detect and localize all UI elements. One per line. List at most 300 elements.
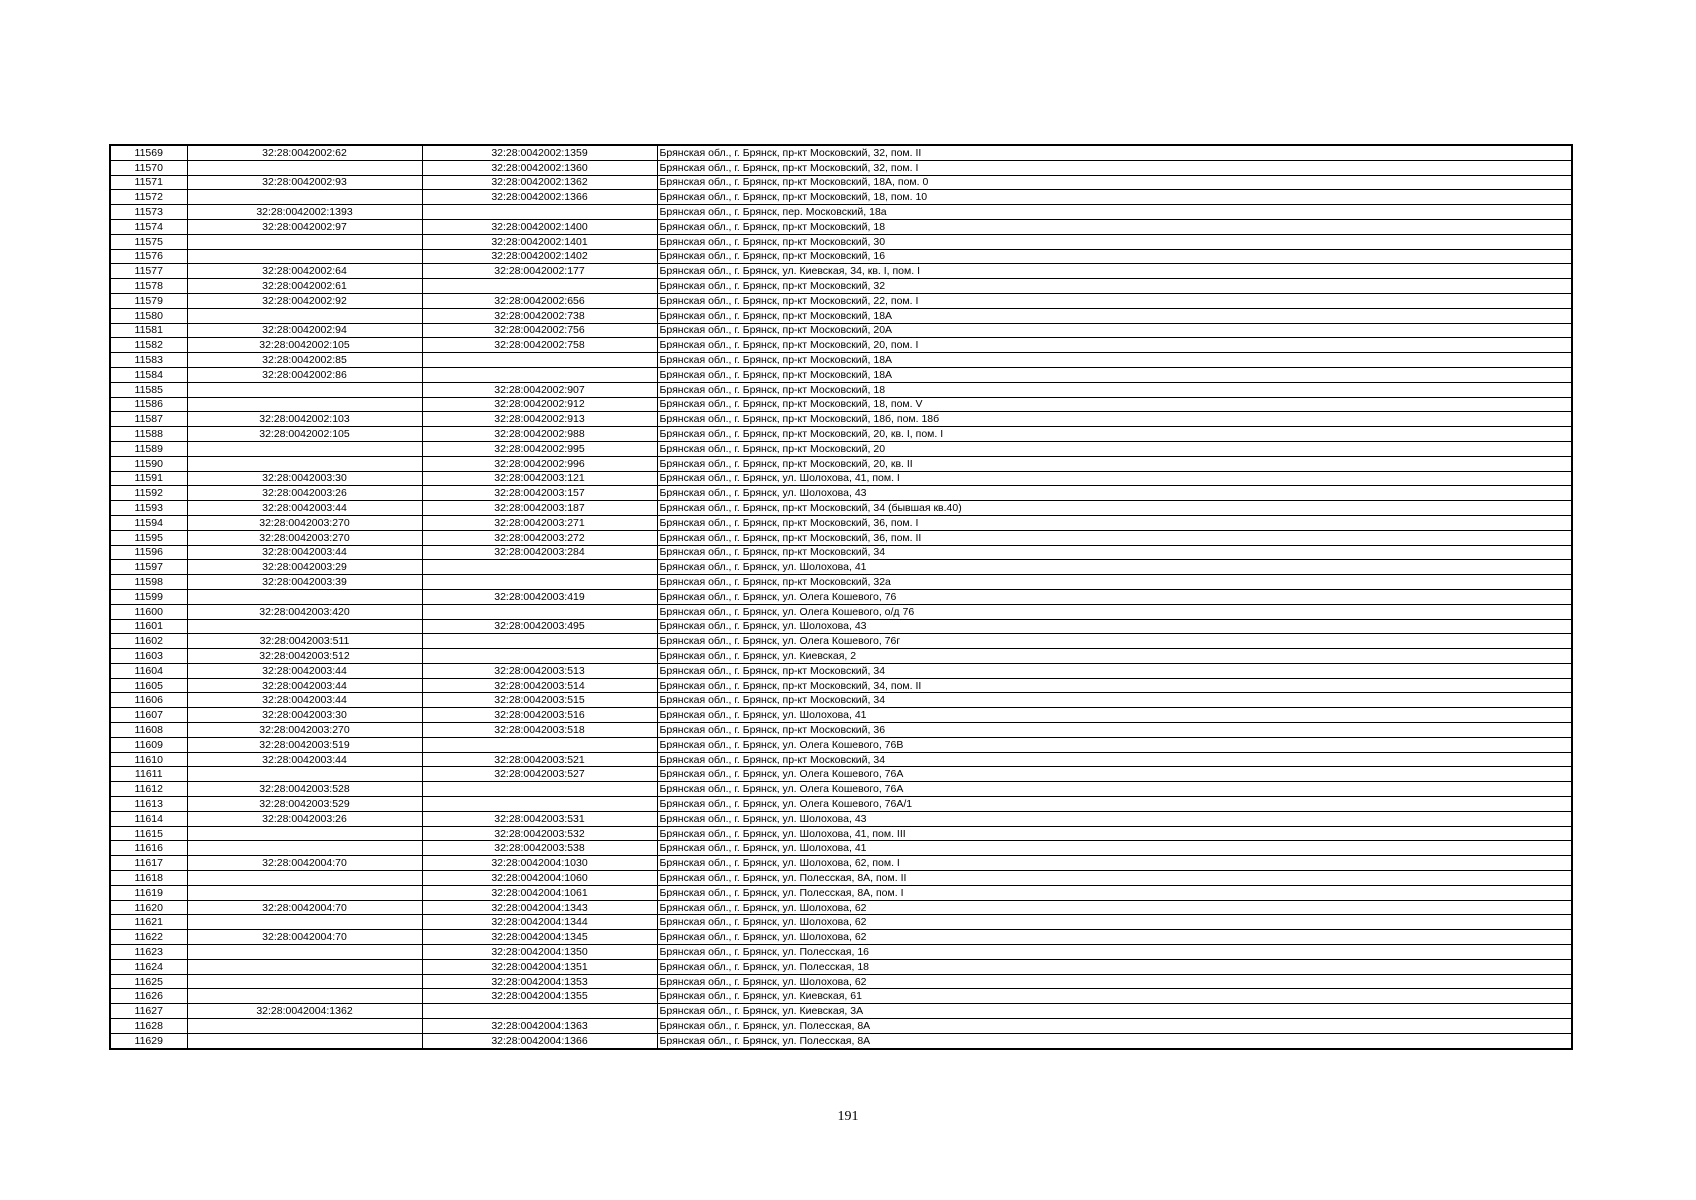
building-cadastral-number-cell: 32:28:0042003:515 xyxy=(422,693,657,708)
address-cell: Брянская обл., г. Брянск, ул. Шолохова, 41 xyxy=(657,560,1572,575)
land-cadastral-number-cell xyxy=(187,397,422,412)
table-row xyxy=(110,871,1572,886)
address-cell: Брянская обл., г. Брянск, пр-кт Московский, 34 (бывшая кв.40) xyxy=(657,501,1572,516)
land-cadastral-number-cell: 32:28:0042003:44 xyxy=(187,678,422,693)
address-cell: Брянская обл., г. Брянск, ул. Шолохова, 62 xyxy=(657,930,1572,945)
building-cadastral-number-cell: 32:28:0042003:531 xyxy=(422,811,657,826)
building-cadastral-number-cell: 32:28:0042003:272 xyxy=(422,530,657,545)
address-cell: Брянская обл., г. Брянск, пр-кт Московский, 18, пом. V xyxy=(657,397,1572,412)
land-cadastral-number-cell xyxy=(187,589,422,604)
row-number-cell: 11582 xyxy=(110,338,187,353)
table-row xyxy=(110,234,1572,249)
table-row xyxy=(110,560,1572,575)
table-row xyxy=(110,397,1572,412)
land-cadastral-number-cell: 32:28:0042002:103 xyxy=(187,412,422,427)
address-cell: Брянская обл., г. Брянск, пр-кт Московский, 32, пом. II xyxy=(657,145,1572,160)
row-number-cell: 11594 xyxy=(110,515,187,530)
row-number-cell: 11577 xyxy=(110,264,187,279)
land-cadastral-number-cell xyxy=(187,915,422,930)
address-cell: Брянская обл., г. Брянск, ул. Полесская, 8А xyxy=(657,1019,1572,1034)
land-cadastral-number-cell: 32:28:0042002:105 xyxy=(187,338,422,353)
address-cell: Брянская обл., г. Брянск, пр-кт Московский, 20А xyxy=(657,323,1572,338)
land-cadastral-number-cell: 32:28:0042004:1362 xyxy=(187,1004,422,1019)
land-cadastral-number-cell: 32:28:0042003:511 xyxy=(187,634,422,649)
table-row xyxy=(110,279,1572,294)
land-cadastral-number-cell xyxy=(187,974,422,989)
land-cadastral-number-cell: 32:28:0042003:512 xyxy=(187,649,422,664)
building-cadastral-number-cell xyxy=(422,1004,657,1019)
table-row xyxy=(110,1033,1572,1048)
building-cadastral-number-cell: 32:28:0042004:1366 xyxy=(422,1033,657,1048)
land-cadastral-number-cell: 32:28:0042003:44 xyxy=(187,693,422,708)
building-cadastral-number-cell: 32:28:0042002:177 xyxy=(422,264,657,279)
row-number-cell: 11615 xyxy=(110,826,187,841)
land-cadastral-number-cell xyxy=(187,841,422,856)
table-row xyxy=(110,634,1572,649)
land-cadastral-number-cell: 32:28:0042002:64 xyxy=(187,264,422,279)
building-cadastral-number-cell xyxy=(422,205,657,220)
building-cadastral-number-cell: 32:28:0042002:756 xyxy=(422,323,657,338)
row-number-cell: 11598 xyxy=(110,575,187,590)
land-cadastral-number-cell: 32:28:0042003:519 xyxy=(187,737,422,752)
row-number-cell: 11626 xyxy=(110,989,187,1004)
row-number-cell: 11595 xyxy=(110,530,187,545)
table-row xyxy=(110,915,1572,930)
row-number-cell: 11605 xyxy=(110,678,187,693)
table-row xyxy=(110,797,1572,812)
building-cadastral-number-cell: 32:28:0042002:1400 xyxy=(422,219,657,234)
land-cadastral-number-cell: 32:28:0042004:70 xyxy=(187,856,422,871)
table-row xyxy=(110,501,1572,516)
address-cell: Брянская обл., г. Брянск, пр-кт Московский, 18 xyxy=(657,382,1572,397)
building-cadastral-number-cell: 32:28:0042003:271 xyxy=(422,515,657,530)
building-cadastral-number-cell: 32:28:0042002:1401 xyxy=(422,234,657,249)
building-cadastral-number-cell: 32:28:0042004:1350 xyxy=(422,945,657,960)
page-number: 191 xyxy=(837,1109,859,1124)
table-row xyxy=(110,338,1572,353)
table-row xyxy=(110,175,1572,190)
row-number-cell: 11617 xyxy=(110,856,187,871)
row-number-cell: 11608 xyxy=(110,723,187,738)
address-cell: Брянская обл., г. Брянск, пр-кт Московский, 36, пом. I xyxy=(657,515,1572,530)
table-row xyxy=(110,737,1572,752)
address-cell: Брянская обл., г. Брянск, пр-кт Московский, 34, пом. II xyxy=(657,678,1572,693)
table-row xyxy=(110,856,1572,871)
table-row xyxy=(110,989,1572,1004)
building-cadastral-number-cell: 32:28:0042004:1060 xyxy=(422,871,657,886)
table-row xyxy=(110,885,1572,900)
address-cell: Брянская обл., г. Брянск, пр-кт Московский, 16 xyxy=(657,249,1572,264)
land-cadastral-number-cell xyxy=(187,441,422,456)
address-cell: Брянская обл., г. Брянск, пр-кт Московский, 30 xyxy=(657,234,1572,249)
address-cell: Брянская обл., г. Брянск, пр-кт Московский, 20, кв. I, пом. I xyxy=(657,427,1572,442)
table-row xyxy=(110,826,1572,841)
building-cadastral-number-cell: 32:28:0042002:738 xyxy=(422,308,657,323)
table-row xyxy=(110,604,1572,619)
building-cadastral-number-cell xyxy=(422,604,657,619)
land-cadastral-number-cell: 32:28:0042003:270 xyxy=(187,515,422,530)
address-cell: Брянская обл., г. Брянск, пр-кт Московский, 32 xyxy=(657,279,1572,294)
address-cell: Брянская обл., г. Брянск, ул. Олега Кошевого, 76г xyxy=(657,634,1572,649)
row-number-cell: 11601 xyxy=(110,619,187,634)
address-cell: Брянская обл., г. Брянск, ул. Шолохова, 62 xyxy=(657,900,1572,915)
land-cadastral-number-cell: 32:28:0042003:44 xyxy=(187,663,422,678)
row-number-cell: 11612 xyxy=(110,782,187,797)
row-number-cell: 11571 xyxy=(110,175,187,190)
land-cadastral-number-cell: 32:28:0042003:270 xyxy=(187,723,422,738)
table-row xyxy=(110,145,1572,160)
address-cell: Брянская обл., г. Брянск, ул. Полесская, 8А xyxy=(657,1033,1572,1048)
land-cadastral-number-cell: 32:28:0042002:86 xyxy=(187,367,422,382)
table-row xyxy=(110,1004,1572,1019)
table-row xyxy=(110,589,1572,604)
land-cadastral-number-cell xyxy=(187,190,422,205)
address-cell: Брянская обл., г. Брянск, пр-кт Московский, 36, пом. II xyxy=(657,530,1572,545)
building-cadastral-number-cell xyxy=(422,737,657,752)
land-cadastral-number-cell: 32:28:0042002:85 xyxy=(187,353,422,368)
row-number-cell: 11575 xyxy=(110,234,187,249)
address-cell: Брянская обл., г. Брянск, ул. Шолохова, 41, пом. III xyxy=(657,826,1572,841)
row-number-cell: 11609 xyxy=(110,737,187,752)
table-row xyxy=(110,323,1572,338)
table-row xyxy=(110,293,1572,308)
table-row xyxy=(110,382,1572,397)
land-cadastral-number-cell xyxy=(187,160,422,175)
address-cell: Брянская обл., г. Брянск, ул. Полесская, 18 xyxy=(657,959,1572,974)
row-number-cell: 11570 xyxy=(110,160,187,175)
row-number-cell: 11587 xyxy=(110,412,187,427)
land-cadastral-number-cell: 32:28:0042003:39 xyxy=(187,575,422,590)
table-row xyxy=(110,249,1572,264)
address-cell: Брянская обл., г. Брянск, пер. Московский, 18а xyxy=(657,205,1572,220)
building-cadastral-number-cell xyxy=(422,560,657,575)
address-cell: Брянская обл., г. Брянск, ул. Шолохова, 43 xyxy=(657,811,1572,826)
row-number-cell: 11607 xyxy=(110,708,187,723)
address-cell: Брянская обл., г. Брянск, пр-кт Московский, 18 xyxy=(657,219,1572,234)
address-cell: Брянская обл., г. Брянск, пр-кт Московский, 18, пом. 10 xyxy=(657,190,1572,205)
row-number-cell: 11611 xyxy=(110,767,187,782)
building-cadastral-number-cell: 32:28:0042002:656 xyxy=(422,293,657,308)
building-cadastral-number-cell xyxy=(422,649,657,664)
building-cadastral-number-cell: 32:28:0042004:1353 xyxy=(422,974,657,989)
land-cadastral-number-cell: 32:28:0042003:529 xyxy=(187,797,422,812)
table-row xyxy=(110,575,1572,590)
address-cell: Брянская обл., г. Брянск, ул. Шолохова, 62 xyxy=(657,915,1572,930)
row-number-cell: 11621 xyxy=(110,915,187,930)
address-cell: Брянская обл., г. Брянск, ул. Киевская, 61 xyxy=(657,989,1572,1004)
address-cell: Брянская обл., г. Брянск, ул. Олега Кошевого, 76А/1 xyxy=(657,797,1572,812)
address-cell: Брянская обл., г. Брянск, ул. Полесская, 16 xyxy=(657,945,1572,960)
building-cadastral-number-cell: 32:28:0042002:912 xyxy=(422,397,657,412)
building-cadastral-number-cell xyxy=(422,797,657,812)
address-cell: Брянская обл., г. Брянск, пр-кт Московский, 18А xyxy=(657,367,1572,382)
row-number-cell: 11592 xyxy=(110,486,187,501)
row-number-cell: 11600 xyxy=(110,604,187,619)
land-cadastral-number-cell xyxy=(187,871,422,886)
land-cadastral-number-cell: 32:28:0042002:93 xyxy=(187,175,422,190)
address-cell: Брянская обл., г. Брянск, пр-кт Московский, 34 xyxy=(657,545,1572,560)
land-cadastral-number-cell: 32:28:0042003:26 xyxy=(187,811,422,826)
address-cell: Брянская обл., г. Брянск, пр-кт Московский, 20 xyxy=(657,441,1572,456)
address-cell: Брянская обл., г. Брянск, ул. Шолохова, 41 xyxy=(657,708,1572,723)
row-number-cell: 11624 xyxy=(110,959,187,974)
table-row xyxy=(110,752,1572,767)
table-row xyxy=(110,205,1572,220)
land-cadastral-number-cell xyxy=(187,382,422,397)
address-cell: Брянская обл., г. Брянск, пр-кт Московский, 20, пом. I xyxy=(657,338,1572,353)
property-register-table xyxy=(109,144,1573,1050)
table-row xyxy=(110,930,1572,945)
address-cell: Брянская обл., г. Брянск, пр-кт Московский, 32а xyxy=(657,575,1572,590)
building-cadastral-number-cell: 32:28:0042002:913 xyxy=(422,412,657,427)
row-number-cell: 11583 xyxy=(110,353,187,368)
table-row xyxy=(110,708,1572,723)
land-cadastral-number-cell: 32:28:0042004:70 xyxy=(187,900,422,915)
building-cadastral-number-cell: 32:28:0042003:187 xyxy=(422,501,657,516)
table-row xyxy=(110,782,1572,797)
address-cell: Брянская обл., г. Брянск, ул. Шолохова, 43 xyxy=(657,486,1572,501)
land-cadastral-number-cell xyxy=(187,767,422,782)
table-row xyxy=(110,619,1572,634)
table-row xyxy=(110,693,1572,708)
row-number-cell: 11625 xyxy=(110,974,187,989)
land-cadastral-number-cell: 32:28:0042003:26 xyxy=(187,486,422,501)
building-cadastral-number-cell: 32:28:0042003:157 xyxy=(422,486,657,501)
land-cadastral-number-cell: 32:28:0042004:70 xyxy=(187,930,422,945)
row-number-cell: 11574 xyxy=(110,219,187,234)
land-cadastral-number-cell xyxy=(187,945,422,960)
building-cadastral-number-cell xyxy=(422,353,657,368)
land-cadastral-number-cell: 32:28:0042002:92 xyxy=(187,293,422,308)
address-cell: Брянская обл., г. Брянск, ул. Полесская, 8А, пом. I xyxy=(657,885,1572,900)
building-cadastral-number-cell: 32:28:0042002:1366 xyxy=(422,190,657,205)
row-number-cell: 11628 xyxy=(110,1019,187,1034)
building-cadastral-number-cell: 32:28:0042004:1351 xyxy=(422,959,657,974)
row-number-cell: 11572 xyxy=(110,190,187,205)
row-number-cell: 11588 xyxy=(110,427,187,442)
address-cell: Брянская обл., г. Брянск, ул. Олега Кошевого, 76А xyxy=(657,782,1572,797)
building-cadastral-number-cell: 32:28:0042004:1355 xyxy=(422,989,657,1004)
table-row xyxy=(110,1019,1572,1034)
land-cadastral-number-cell xyxy=(187,249,422,264)
row-number-cell: 11579 xyxy=(110,293,187,308)
address-cell: Брянская обл., г. Брянск, ул. Шолохова, 41, пом. I xyxy=(657,471,1572,486)
building-cadastral-number-cell: 32:28:0042002:758 xyxy=(422,338,657,353)
table-row xyxy=(110,811,1572,826)
building-cadastral-number-cell: 32:28:0042002:1359 xyxy=(422,145,657,160)
building-cadastral-number-cell: 32:28:0042004:1343 xyxy=(422,900,657,915)
building-cadastral-number-cell: 32:28:0042002:995 xyxy=(422,441,657,456)
address-cell: Брянская обл., г. Брянск, ул. Шолохова, 62, пом. I xyxy=(657,856,1572,871)
address-cell: Брянская обл., г. Брянск, пр-кт Московский, 34 xyxy=(657,663,1572,678)
row-number-cell: 11614 xyxy=(110,811,187,826)
address-cell: Брянская обл., г. Брянск, пр-кт Московский, 20, кв. II xyxy=(657,456,1572,471)
land-cadastral-number-cell: 32:28:0042003:44 xyxy=(187,752,422,767)
building-cadastral-number-cell: 32:28:0042003:516 xyxy=(422,708,657,723)
row-number-cell: 11604 xyxy=(110,663,187,678)
row-number-cell: 11581 xyxy=(110,323,187,338)
land-cadastral-number-cell: 32:28:0042002:1393 xyxy=(187,205,422,220)
building-cadastral-number-cell: 32:28:0042003:513 xyxy=(422,663,657,678)
table-row xyxy=(110,678,1572,693)
building-cadastral-number-cell xyxy=(422,279,657,294)
building-cadastral-number-cell: 32:28:0042002:907 xyxy=(422,382,657,397)
building-cadastral-number-cell: 32:28:0042003:419 xyxy=(422,589,657,604)
land-cadastral-number-cell xyxy=(187,1033,422,1048)
land-cadastral-number-cell xyxy=(187,619,422,634)
row-number-cell: 11619 xyxy=(110,885,187,900)
building-cadastral-number-cell: 32:28:0042004:1344 xyxy=(422,915,657,930)
building-cadastral-number-cell xyxy=(422,367,657,382)
table-row xyxy=(110,190,1572,205)
row-number-cell: 11629 xyxy=(110,1033,187,1048)
table-row xyxy=(110,264,1572,279)
land-cadastral-number-cell xyxy=(187,308,422,323)
land-cadastral-number-cell: 32:28:0042003:30 xyxy=(187,708,422,723)
land-cadastral-number-cell xyxy=(187,826,422,841)
table-row xyxy=(110,959,1572,974)
land-cadastral-number-cell xyxy=(187,456,422,471)
row-number-cell: 11590 xyxy=(110,456,187,471)
table-row xyxy=(110,412,1572,427)
address-cell: Брянская обл., г. Брянск, ул. Киевская, 3А xyxy=(657,1004,1572,1019)
row-number-cell: 11585 xyxy=(110,382,187,397)
table-row xyxy=(110,471,1572,486)
building-cadastral-number-cell: 32:28:0042004:1061 xyxy=(422,885,657,900)
address-cell: Брянская обл., г. Брянск, пр-кт Московский, 22, пом. I xyxy=(657,293,1572,308)
address-cell: Брянская обл., г. Брянск, ул. Киевская, 34, кв. I, пом. I xyxy=(657,264,1572,279)
address-cell: Брянская обл., г. Брянск, пр-кт Московский, 18А xyxy=(657,353,1572,368)
row-number-cell: 11620 xyxy=(110,900,187,915)
land-cadastral-number-cell: 32:28:0042002:94 xyxy=(187,323,422,338)
table-row xyxy=(110,530,1572,545)
building-cadastral-number-cell: 32:28:0042002:996 xyxy=(422,456,657,471)
row-number-cell: 11569 xyxy=(110,145,187,160)
row-number-cell: 11578 xyxy=(110,279,187,294)
table-row xyxy=(110,974,1572,989)
table-row xyxy=(110,723,1572,738)
row-number-cell: 11616 xyxy=(110,841,187,856)
land-cadastral-number-cell: 32:28:0042003:44 xyxy=(187,545,422,560)
building-cadastral-number-cell xyxy=(422,575,657,590)
building-cadastral-number-cell: 32:28:0042003:518 xyxy=(422,723,657,738)
land-cadastral-number-cell: 32:28:0042002:97 xyxy=(187,219,422,234)
table-row xyxy=(110,945,1572,960)
building-cadastral-number-cell: 32:28:0042004:1345 xyxy=(422,930,657,945)
row-number-cell: 11606 xyxy=(110,693,187,708)
row-number-cell: 11599 xyxy=(110,589,187,604)
land-cadastral-number-cell: 32:28:0042003:528 xyxy=(187,782,422,797)
row-number-cell: 11596 xyxy=(110,545,187,560)
building-cadastral-number-cell: 32:28:0042003:284 xyxy=(422,545,657,560)
table-row xyxy=(110,663,1572,678)
building-cadastral-number-cell: 32:28:0042003:538 xyxy=(422,841,657,856)
building-cadastral-number-cell: 32:28:0042004:1363 xyxy=(422,1019,657,1034)
address-cell: Брянская обл., г. Брянск, пр-кт Московский, 34 xyxy=(657,752,1572,767)
row-number-cell: 11613 xyxy=(110,797,187,812)
table-row xyxy=(110,841,1572,856)
row-number-cell: 11610 xyxy=(110,752,187,767)
table-row xyxy=(110,900,1572,915)
row-number-cell: 11623 xyxy=(110,945,187,960)
land-cadastral-number-cell xyxy=(187,989,422,1004)
land-cadastral-number-cell xyxy=(187,885,422,900)
land-cadastral-number-cell: 32:28:0042003:44 xyxy=(187,501,422,516)
table-row xyxy=(110,486,1572,501)
building-cadastral-number-cell: 32:28:0042002:1362 xyxy=(422,175,657,190)
table-row xyxy=(110,545,1572,560)
land-cadastral-number-cell: 32:28:0042002:62 xyxy=(187,145,422,160)
address-cell: Брянская обл., г. Брянск, ул. Киевская, 2 xyxy=(657,649,1572,664)
land-cadastral-number-cell: 32:28:0042003:270 xyxy=(187,530,422,545)
table-row xyxy=(110,441,1572,456)
land-cadastral-number-cell: 32:28:0042002:105 xyxy=(187,427,422,442)
land-cadastral-number-cell: 32:28:0042002:61 xyxy=(187,279,422,294)
land-cadastral-number-cell: 32:28:0042003:30 xyxy=(187,471,422,486)
row-number-cell: 11573 xyxy=(110,205,187,220)
row-number-cell: 11589 xyxy=(110,441,187,456)
table-body xyxy=(110,145,1572,1049)
row-number-cell: 11591 xyxy=(110,471,187,486)
address-cell: Брянская обл., г. Брянск, ул. Олега Кошевого, 76А xyxy=(657,767,1572,782)
row-number-cell: 11622 xyxy=(110,930,187,945)
table-row xyxy=(110,219,1572,234)
address-cell: Брянская обл., г. Брянск, ул. Шолохова, 43 xyxy=(657,619,1572,634)
land-cadastral-number-cell xyxy=(187,959,422,974)
land-cadastral-number-cell: 32:28:0042003:29 xyxy=(187,560,422,575)
building-cadastral-number-cell: 32:28:0042002:1360 xyxy=(422,160,657,175)
row-number-cell: 11593 xyxy=(110,501,187,516)
building-cadastral-number-cell: 32:28:0042002:988 xyxy=(422,427,657,442)
address-cell: Брянская обл., г. Брянск, пр-кт Московский, 18б, пом. 18б xyxy=(657,412,1572,427)
row-number-cell: 11597 xyxy=(110,560,187,575)
address-cell: Брянская обл., г. Брянск, ул. Шолохова, 62 xyxy=(657,974,1572,989)
row-number-cell: 11580 xyxy=(110,308,187,323)
address-cell: Брянская обл., г. Брянск, ул. Олега Кошевого, о/д 76 xyxy=(657,604,1572,619)
land-cadastral-number-cell xyxy=(187,1019,422,1034)
building-cadastral-number-cell: 32:28:0042004:1030 xyxy=(422,856,657,871)
table-row xyxy=(110,649,1572,664)
table-row xyxy=(110,160,1572,175)
row-number-cell: 11603 xyxy=(110,649,187,664)
building-cadastral-number-cell xyxy=(422,634,657,649)
row-number-cell: 11576 xyxy=(110,249,187,264)
building-cadastral-number-cell: 32:28:0042003:527 xyxy=(422,767,657,782)
table-row xyxy=(110,353,1572,368)
address-cell: Брянская обл., г. Брянск, пр-кт Московский, 32, пом. I xyxy=(657,160,1572,175)
address-cell: Брянская обл., г. Брянск, пр-кт Московский, 36 xyxy=(657,723,1572,738)
building-cadastral-number-cell: 32:28:0042003:532 xyxy=(422,826,657,841)
address-cell: Брянская обл., г. Брянск, пр-кт Московский, 34 xyxy=(657,693,1572,708)
row-number-cell: 11618 xyxy=(110,871,187,886)
building-cadastral-number-cell xyxy=(422,782,657,797)
address-cell: Брянская обл., г. Брянск, пр-кт Московский, 18А xyxy=(657,308,1572,323)
row-number-cell: 11627 xyxy=(110,1004,187,1019)
address-cell: Брянская обл., г. Брянск, ул. Олега Кошевого, 76 xyxy=(657,589,1572,604)
building-cadastral-number-cell: 32:28:0042003:495 xyxy=(422,619,657,634)
building-cadastral-number-cell: 32:28:0042003:121 xyxy=(422,471,657,486)
land-cadastral-number-cell: 32:28:0042003:420 xyxy=(187,604,422,619)
building-cadastral-number-cell: 32:28:0042003:514 xyxy=(422,678,657,693)
table-row xyxy=(110,308,1572,323)
table-row xyxy=(110,456,1572,471)
building-cadastral-number-cell: 32:28:0042003:521 xyxy=(422,752,657,767)
row-number-cell: 11586 xyxy=(110,397,187,412)
address-cell: Брянская обл., г. Брянск, ул. Полесская, 8А, пом. II xyxy=(657,871,1572,886)
address-cell: Брянская обл., г. Брянск, пр-кт Московский, 18А, пом. 0 xyxy=(657,175,1572,190)
row-number-cell: 11584 xyxy=(110,367,187,382)
row-number-cell: 11602 xyxy=(110,634,187,649)
